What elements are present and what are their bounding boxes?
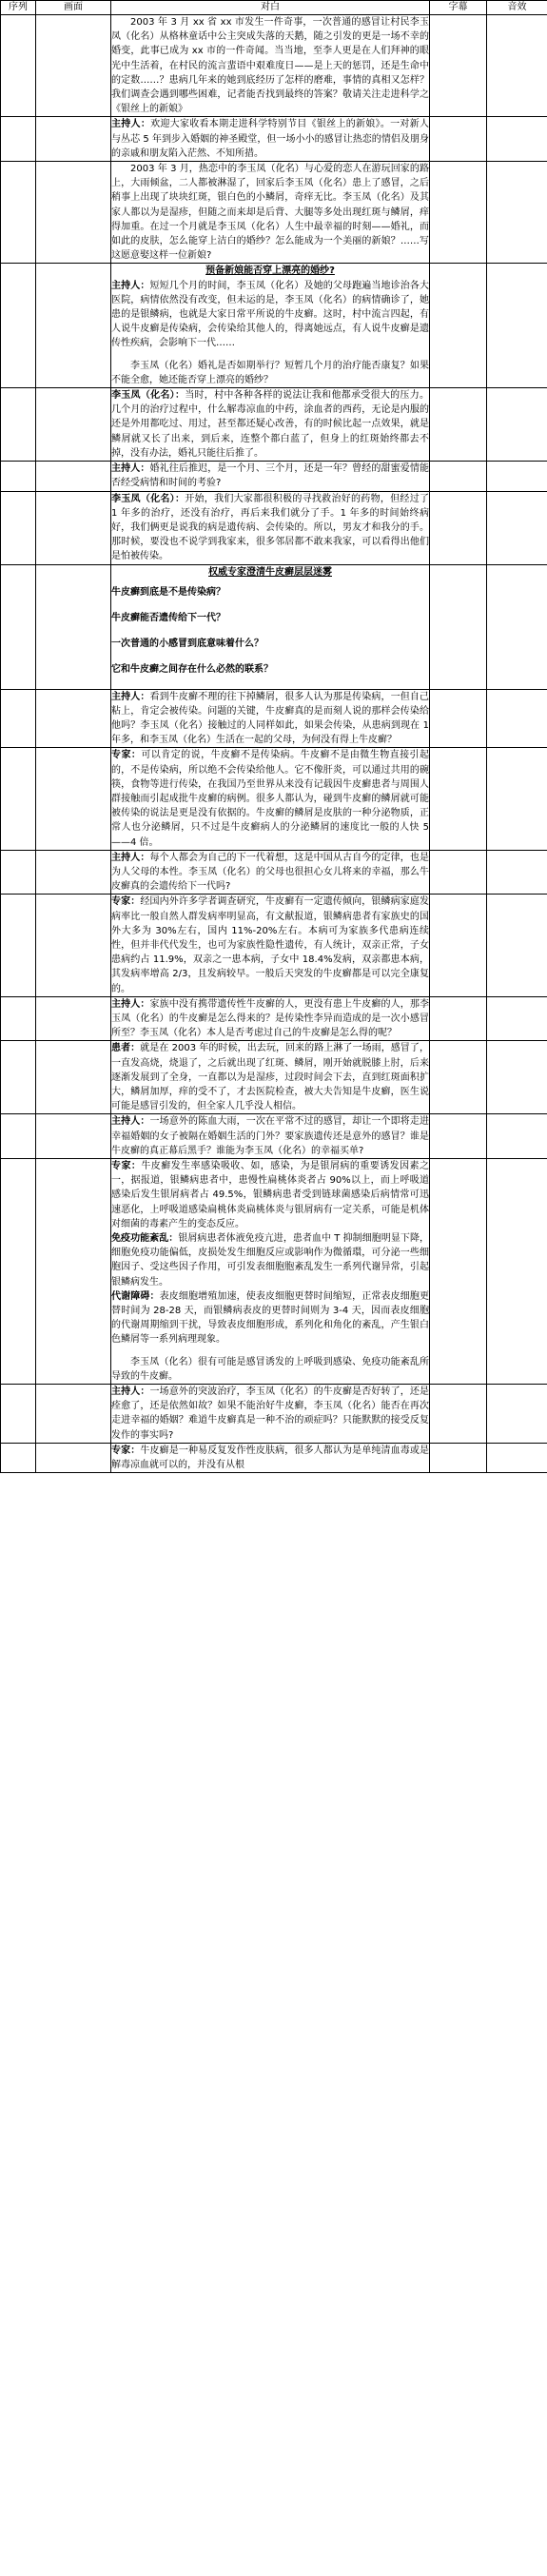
- table-row: [1, 117, 547, 162]
- table-row: [1, 564, 547, 689]
- subtitle-cell: [430, 1159, 487, 1385]
- sound-cell: [487, 996, 547, 1041]
- dialog-paragraph: [111, 359, 429, 387]
- subtitle-cell: [430, 264, 487, 388]
- subtitle-cell: [430, 1114, 487, 1159]
- dialog-cell: [111, 1041, 430, 1114]
- dialog-text: 经国内外许多学者调查研究，牛皮癣有一定遗传倾向，银鳞病家庭发病率比一般自然人群发病率明显高，有文献报道，银鳞病患者有家族史的国外大多为 30%左右，国内 11%-20%左右。本病可为家族多代患病连续性，但并非代代发生，也可为家族性隐性遗传，有人统计，双亲正常，子女患病约占 11.9%，双亲之一患本病，子女中 18.4%发病，双亲都患本病，其发病率增高 2/3，且发病较早。一般后天突发的牛皮癣都是可以完全康复的。: [111, 896, 429, 994]
- speaker-label: 主持人：: [111, 280, 150, 291]
- header-sound: 音效: [487, 1, 547, 15]
- sound-cell: [487, 117, 547, 162]
- dialog-paragraph: [111, 15, 429, 116]
- scene-cell: [36, 264, 111, 388]
- subtitle-cell: [430, 162, 487, 264]
- speaker-label: 专家：: [111, 750, 142, 761]
- paragraph-gap: [111, 351, 429, 359]
- scene-cell: [36, 895, 111, 996]
- dialog-cell: [111, 491, 430, 564]
- scene-cell: [36, 1385, 111, 1444]
- table-row: [1, 264, 547, 388]
- speaker-label: 主持人：: [111, 119, 151, 130]
- sound-cell: [487, 15, 547, 117]
- subtitle-cell: [430, 462, 487, 491]
- sound-cell: [487, 462, 547, 491]
- sequence-cell: [1, 1443, 36, 1472]
- sequence-cell: [1, 462, 36, 491]
- dialog-paragraph: [111, 997, 429, 1041]
- scene-cell: [36, 564, 111, 689]
- sound-cell: [487, 1159, 547, 1385]
- scene-cell: [36, 1041, 111, 1114]
- dialog-text: 可以肯定的说，牛皮癣不是传染病。牛皮癣不是由微生物直接引起的，不是传染病，所以绝不会传染给他人。它不像肝炎，可以通过共用的碗筷，食物等进行传染，在我国乃至世界从来没有记载因牛皮癣患者与周围人群接触而引起成批牛皮癣的病例。很多人都认为，碰到牛皮癣的鳞屑就可能被传染的说法是更是没有依据的。牛皮癣的鳞屑是皮肤的一种分泌物质，正常人也分泌鳞屑，只不过是牛皮癣病人的分泌鳞屑的速度比一般的人快 5 ——4 倍。: [111, 750, 430, 848]
- sound-cell: [487, 1114, 547, 1159]
- table-row: [1, 1114, 547, 1159]
- subtitle-cell: [430, 748, 487, 850]
- dialog-text: 欢迎大家收看本期走进科学特别节目《银丝上的新娘》。一对新人与丛芯 5 年到步入婚姻的神圣殿堂，但一场小小的感冒让热恋的情侣及朋身的亲戚和朋友陷入茫然、不知所措。: [111, 119, 429, 159]
- scene-cell: [36, 462, 111, 491]
- table-row: [1, 1385, 547, 1444]
- header-scene: 画面: [36, 1, 111, 15]
- question-line: 它和牛皮癣之间存在什么必然的联系？: [111, 664, 273, 676]
- dialog-cell: [111, 117, 430, 162]
- subtitle-cell: [430, 15, 487, 117]
- sound-cell: [487, 689, 547, 748]
- dialog-text: 银屑病患者体液免疫亢进，患者血中 T 抑制细胞明显下降，细胞免疫功能偏低，皮损处发生细胞反应或影响作为微循環，可分泌一些细胞因子、受这些因子作用，可引发表细胞胞紊乱发生一系列代谢异常，引起银鳞病发生。: [111, 1233, 430, 1288]
- dialog-cell: [111, 748, 430, 850]
- section-heading: [111, 264, 429, 278]
- sequence-cell: [1, 850, 36, 895]
- speaker-label: 主持人：: [111, 691, 150, 702]
- speaker-label: 主持人：: [111, 463, 150, 475]
- subtitle-cell: [430, 895, 487, 996]
- table-row: [1, 895, 547, 996]
- dialog-cell: [111, 264, 430, 388]
- sound-cell: [487, 564, 547, 689]
- subtitle-cell: [430, 1041, 487, 1114]
- sequence-cell: [1, 15, 36, 117]
- table-row: [1, 996, 547, 1041]
- subtitle-cell: [430, 850, 487, 895]
- table-row: [1, 748, 547, 850]
- sound-cell: [487, 1443, 547, 1472]
- scene-cell: [36, 1443, 111, 1472]
- subtitle-cell: [430, 996, 487, 1041]
- scene-cell: [36, 15, 111, 117]
- scene-cell: [36, 1159, 111, 1385]
- sound-cell: [487, 850, 547, 895]
- dialog-paragraph: [111, 1114, 429, 1158]
- table-row: [1, 491, 547, 564]
- dialog-cell: [111, 895, 430, 996]
- table-row: [1, 462, 547, 491]
- question-line: 牛皮癣到底是不是传染病？: [111, 586, 225, 598]
- header-sequence: 序列: [1, 1, 36, 15]
- dialog-text: 一场意外的突波治疗，李玉凤（化名）的牛皮癣是否好转了，还是痊愈了，还是依然如故？如果不能治好牛皮癣，李玉凤（化名）能否在再次走进幸福的婚姻？难道牛皮癣真是一种不治的顽症吗？只能默默的接受反复发作的事实吗?: [111, 1386, 429, 1441]
- subtitle-cell: [430, 117, 487, 162]
- dialog-cell: [111, 689, 430, 748]
- sequence-cell: [1, 1114, 36, 1159]
- dialog-text: 李玉凤（化名）婚礼是否如期举行？短暂几个月的治疗能否康复？如果不能全愈，她还能否穿上漂亮的婚纱？: [111, 360, 429, 385]
- scene-cell: [36, 996, 111, 1041]
- table-row: [1, 1443, 547, 1472]
- dialog-paragraph: [111, 162, 429, 263]
- sound-cell: [487, 264, 547, 388]
- sequence-cell: [1, 264, 36, 388]
- speaker-label: 免疫功能紊乱：: [111, 1233, 179, 1245]
- table-row: [1, 1041, 547, 1114]
- dialog-text: 当时，村中各种各样的说法让我和他都承受很大的压力。几个月的治疗过程中，什么解毒凉血的中药，涂血者的西药，无论是内服的还是外用都吃过、用过，甚至都还疑心改善，有的时候比起一点效果，就是鳞屑就又长了出来，到后来，连整个都白蓝了，但身上的红斑始终都去不掉，没有办法，婚礼只能往后推了。: [111, 390, 429, 459]
- dialog-cell: [111, 462, 430, 491]
- dialog-paragraph: [111, 748, 429, 849]
- subtitle-cell: [430, 564, 487, 689]
- table-row: [1, 162, 547, 264]
- sound-cell: [487, 491, 547, 564]
- table-row: [1, 689, 547, 748]
- subtitle-cell: [430, 1385, 487, 1444]
- speaker-label: 主持人：: [111, 998, 150, 1010]
- dialog-text: 表皮细胞增殖加速，使表皮细胞更替时间缩短，正常表皮细胞更替时间为 28-28 天，而银鳞病表皮的更替时间则为 3-4 天，因而表皮细胞的代谢周期缩到干扰，导致表皮细胞形成，系列化和角化的紊乱，产生银白色鳞屑等一系列病理现象。: [111, 1290, 429, 1346]
- paragraph-gap: [111, 1347, 429, 1355]
- table-row: [1, 15, 547, 117]
- dialog-text: 一场意外的陈血大雨，一次在平常不过的感冒，却让一个即将走进幸福婚姻的女子被隔在婚姻生活的门外？要家族遗传还是意外的感冒？谁是牛皮癣的真正幕后黑手？谁能为李玉凤（化名）的幸福买单?: [111, 1116, 429, 1156]
- dialog-cell: [111, 1385, 430, 1444]
- dialog-cell: [111, 996, 430, 1041]
- dialog-text: 2003 年 3 月 xx 省 xx 市发生一件奇事，一次普通的感冒让村民李玉凤（化名）从格林童话中公主突成失落的天鹅，随之引发的更是一场不幸的婚变，此事已成为 xx 市的一件奇闻。当当地，至李人更是在人们拜神的眼光中生活着，在村民的流言蜚语中艰难度日——是上天的惩罚，还是生命中的定数……？患病几年来的她到底经历了怎样的磨难，事情的真相又怎样？我们调查会遇到哪些困难，记者能否找到最终的答案？敬请关注走进科学之《银丝上的新娘》: [111, 17, 429, 115]
- dialog-paragraph: [111, 492, 429, 564]
- dialog-paragraph: [111, 279, 429, 351]
- speaker-label: 患者：: [111, 1043, 141, 1054]
- dialog-text: 婚礼往后推迟，是一个月、三个月，还是一年？曾经的甜蜜爱情能否经受病情和时间的考验?: [111, 463, 429, 489]
- sound-cell: [487, 162, 547, 264]
- sound-cell: [487, 388, 547, 462]
- header-dialog: 对白: [111, 1, 430, 15]
- dialog-cell: [111, 850, 430, 895]
- scene-cell: [36, 162, 111, 264]
- dialog-paragraph: [111, 462, 429, 490]
- header-subtitle: 字幕: [430, 1, 487, 15]
- dialog-paragraph: [111, 1041, 429, 1113]
- dialog-paragraph: [111, 117, 429, 161]
- scene-cell: [36, 491, 111, 564]
- dialog-paragraph: [111, 1355, 429, 1384]
- header-row: [1, 1, 547, 15]
- sequence-cell: [1, 996, 36, 1041]
- sequence-cell: [1, 1041, 36, 1114]
- dialog-text: 家族中没有携带遗传性牛皮癣的人，更没有患上牛皮癣的人，那李玉凤（化名）的牛皮癣是怎么得来的？是传染性李异而造成的是一次小感冒所至？李玉凤（化名）本人是否考虑过自己的牛皮癣是怎么得的呢？: [111, 998, 429, 1039]
- table-row: [1, 1159, 547, 1385]
- dialog-paragraph: [111, 895, 429, 995]
- dialog-text: 看到牛皮癣不理的往下掉鳞屑，很多人认为那是传染病，一但自己粘上，肯定会被传染。问题的关键，牛皮癣真的是而刻人说的那样会传染给他吗？李玉凤（化名）接触过的人同样如此，如果会传染，从患病到现在 1 年多，和李玉凤（化名）生活在一起的父母，为何没有得上牛皮癣？: [111, 691, 429, 746]
- sequence-cell: [1, 1385, 36, 1444]
- dialog-cell: [111, 1159, 430, 1385]
- speaker-label: 专家：: [111, 896, 141, 908]
- dialog-paragraph: [111, 1289, 429, 1347]
- subtitle-cell: [430, 388, 487, 462]
- dialog-paragraph: [111, 1385, 429, 1443]
- sequence-cell: [1, 1159, 36, 1385]
- sequence-cell: [1, 491, 36, 564]
- dialog-paragraph: [111, 1231, 429, 1289]
- dialog-cell: [111, 564, 430, 689]
- script-body: [1, 15, 547, 1473]
- dialog-paragraph: [111, 690, 429, 748]
- sequence-cell: [1, 748, 36, 850]
- sequence-cell: [1, 117, 36, 162]
- dialog-cell: [111, 1443, 430, 1472]
- speaker-label: 代谢障碍：: [111, 1290, 160, 1302]
- sequence-cell: [1, 895, 36, 996]
- dialog-text: 李玉凤（化名）很有可能是感冒诱发的上呼吸到感染、免疫功能紊乱所导致的牛皮癣。: [111, 1356, 429, 1382]
- dialog-cell: [111, 15, 430, 117]
- subtitle-cell: [430, 1443, 487, 1472]
- dialog-text: 短短几个月的时间，李玉凤（化名）及她的父母跑遍当地诊治各大医院，病情依然没有改变，但未运的是，李玉凤（化名）的病情确诊了，她患的是银鳞病，也就是大家日常平所说的牛皮癣。这时，村中流言四起，有人说牛皮癣是传染病，会传染给其他人的，得离她远点，有人说牛皮癣是遗传性疾病，会影响下一代……: [111, 280, 429, 349]
- subtitle-cell: [430, 689, 487, 748]
- scene-cell: [36, 117, 111, 162]
- scene-cell: [36, 850, 111, 895]
- speaker-label: 专家：: [111, 1445, 141, 1456]
- table-row: [1, 850, 547, 895]
- dialog-text: 牛皮癣是一种易反复发作性皮肤病，很多人都认为是单纯清血毒或是解毒凉血就可以的，并没有从根: [111, 1445, 429, 1471]
- dialog-cell: [111, 1114, 430, 1159]
- table-row: [1, 388, 547, 462]
- dialog-text: 就是在 2003 年的时候，出去玩，回来的路上淋了一场雨，感冒了，一直发高烧，烧退了，之后就出现了红斑、鳞屑，刚开始就脱膝上肘，后来逐渐发展到了全身，一直都以为是湿疹，过段时间会下去，直到红斑面积扩大，鳞屑加厚，痒的受不了，才去医院检查，被大夫告知是牛皮癣，医生说可能是感冒引发的，但全家人几乎没人相信。: [111, 1043, 430, 1112]
- scene-cell: [36, 748, 111, 850]
- sequence-cell: [1, 162, 36, 264]
- dialog-cell: [111, 162, 430, 264]
- sound-cell: [487, 1041, 547, 1114]
- sequence-cell: [1, 564, 36, 689]
- dialog-text: 2003 年 3 月，热恋中的李玉凤（化名）与心爱的恋人在游玩回家的路上，大雨倾盆，二人都被淋湿了，回家后李玉凤（化名）患上了感冒，之后稍事上出现了块块红斑，银白色的小鳞屑，奇痒无比。李玉凤（化名）及其家人都以为是湿疹，但随之而来却是后背、大腿等多处出现红斑与鳞屑，痒得加重。在过一个月就是李玉凤（化名）人生中最幸福的时刻——婚礼，而如此的皮肤，怎么能穿上洁白的婚纱？怎么能成为一个美丽的新娘？……写这愿意娶这样一位新娘?: [111, 164, 429, 262]
- section-heading: [111, 565, 429, 580]
- sequence-cell: [1, 689, 36, 748]
- sound-cell: [487, 895, 547, 996]
- section-heading-text: 权威专家澄清牛皮癣层层迷雾: [208, 566, 332, 578]
- question-line: 牛皮癣能否遗传给下一代？: [111, 612, 225, 623]
- dialog-paragraph: [111, 851, 429, 895]
- scene-cell: [36, 1114, 111, 1159]
- speaker-label: 主持人：: [111, 1116, 150, 1128]
- scene-cell: [36, 388, 111, 462]
- speaker-label: 李玉凤（化名）：: [111, 493, 186, 504]
- dialog-text: 牛皮癣发生率感染吸收、如，感染，为是银屑病的重要诱发因素之一，据报道，银鳞病患者中，患慢性扁桃体炎者占 90%以上，而上呼吸道感染后发生银屑病者占 49.5%，银鳞病患者受到链球菌感染后病情常可迅速恶化，上呼吸道感染扁桃体炎扁桃体炎与银屑病有一定关系，可能是机体对细菌的毒素产生的变态反应。: [111, 1161, 430, 1229]
- dialog-paragraph: [111, 388, 429, 461]
- section-heading-text: 预备新娘能否穿上漂亮的婚纱?: [205, 265, 335, 277]
- dialog-paragraph: [111, 1159, 429, 1231]
- speaker-label: 专家：: [111, 1161, 142, 1172]
- dialog-cell: [111, 388, 430, 462]
- speaker-label: 主持人：: [111, 852, 150, 863]
- subtitle-cell: [430, 491, 487, 564]
- scene-cell: [36, 689, 111, 748]
- speaker-label: 李玉凤（化名）：: [111, 390, 186, 402]
- sound-cell: [487, 748, 547, 850]
- sound-cell: [487, 1385, 547, 1444]
- dialog-text: 每个人都会为自己的下一代着想，这是中国从古自今的定律，也是为人父母的本性。李玉凤（化名）的父母也很担心女儿将来的幸福，那么牛皮癣真的会遗传给下一代吗?: [111, 852, 429, 893]
- dialog-paragraph: [111, 1444, 429, 1472]
- question-line: 一次普通的小感冒到底意味着什么？: [111, 639, 264, 650]
- sequence-cell: [1, 388, 36, 462]
- speaker-label: 主持人：: [111, 1386, 150, 1398]
- dialog-text: 开始，我们大家都很积极的寻找救治好的药物，但经过了 1 年多的治疗，还没有治疗，再后来我们就分了手。1 年多的时间始终病好，我们俩更是说我的病是遗传病、会传染的。所以，男友才和我分的手。那时候，要没也不说学到我家来，很多邻居都不敢来我家，可以看得出他们是怕被传染。: [111, 493, 429, 562]
